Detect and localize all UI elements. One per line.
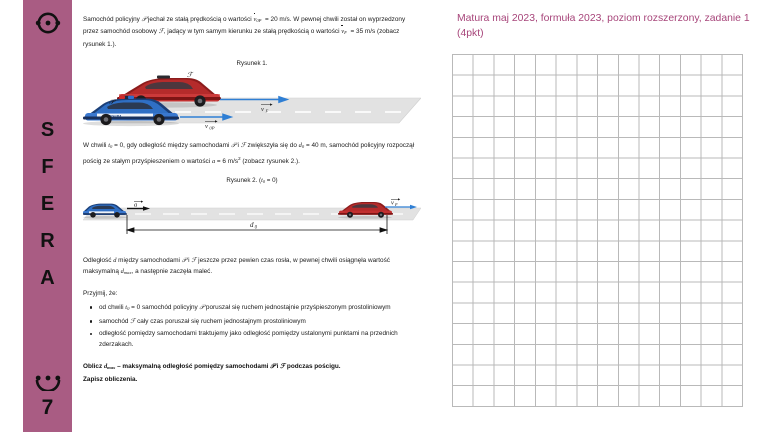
svg-text:v: v: [205, 122, 208, 130]
figure-1-caption: Rysunek 1.: [236, 60, 268, 68]
car-police-figure2: [83, 204, 127, 219]
assumptions-list: [83, 302, 421, 350]
figure-2: [83, 188, 421, 246]
list-item: od chwili $t_0 = 0$ samochód policyjny 𝒫 poruszał się ruchem jednostajnie przyśpieszonym prostoliniowym: [94, 302, 421, 314]
sfera-logo-arc-icon: [31, 373, 65, 391]
figure2-label-d0: d: [250, 221, 254, 230]
task-instruction: Oblicz $d_{max}$ – maksymalną odległość pomiędzy samochodami 𝒫 i ℱ podczas pościgu. Zapisz obliczenia.: [83, 361, 421, 385]
task-document: [83, 14, 421, 418]
brand-letter-a: A: [40, 266, 55, 289]
answer-grid[interactable]: [452, 54, 743, 407]
brand-letter-f: F: [41, 155, 54, 178]
sfera-logo-icon: [31, 12, 65, 34]
figure-2-caption: Rysunek 2. $(t_0 = 0)$: [226, 177, 278, 185]
svg-text:F: F: [395, 201, 398, 207]
figure1-label-P: 𝒫: [109, 98, 115, 107]
list-item: samochód ℱ cały czas poruszał się ruchem jednostajnym prostoliniowym: [94, 316, 421, 327]
brand-letter-r: R: [40, 229, 55, 252]
figure1-label-F: ℱ: [187, 71, 193, 80]
brand-letter-e: E: [40, 192, 55, 215]
paragraph-intro: Samochód policyjny 𝒫 jechał ze stałą prędkością o wartości $v_{0P} = 20$ m/s. W pewnej chwili został on wyprzedzony przez samochód osobowy ℱ, jadący w tym samym kierunku ze stałą prędkością o wartości $v_F = 35$ m/s (zobacz rysunek 1.).: [83, 16, 406, 48]
brand-letters: [40, 34, 54, 373]
assumptions-intro: Przyjmij, że:: [83, 289, 118, 297]
svg-text:v: v: [261, 106, 264, 114]
svg-text:a: a: [134, 201, 138, 209]
figure-1: [83, 71, 421, 131]
brand-letter-s: S: [40, 118, 55, 141]
svg-text:0: 0: [254, 225, 258, 231]
brand-number: 7: [41, 396, 54, 419]
paragraph-distance: Odległość d między samochodami 𝒫 i ℱ jeszcze przez pewien czas rosła, w pewnej chwili osiągnęła wartość maksymalną $d_{max}$, a następnie zaczęła maleć.: [83, 257, 390, 276]
list-item: odległość pomiędzy samochodami traktujemy jako odległość pomiędzy ustalonymi punktami na przednich zderzakach.: [94, 328, 421, 350]
svg-text:0P: 0P: [209, 125, 215, 131]
svg-text:F: F: [265, 108, 269, 114]
figure2-velocity-arrow: [385, 198, 417, 209]
paragraph-t0: W chwili $t_0 = 0$, gdy odległość między samochodami 𝒫 i ℱ zwiększyła się do $d_0 = 40$ m, samochód policyjny rozpoczął pościg ze stałym przyśpieszeniem o wartości a = 6 $m/s^2$ (zobacz rysunek 2.).: [83, 142, 415, 165]
svg-text:v: v: [391, 199, 394, 207]
task-instruction-line2: Zapisz obliczenia.: [83, 375, 138, 383]
answer-panel: [440, 0, 768, 432]
page-title: Matura maj 2023, formuła 2023, poziom rozszerzony, zadanie 1 (4pkt): [457, 13, 750, 39]
brand-sidebar: [23, 0, 72, 432]
